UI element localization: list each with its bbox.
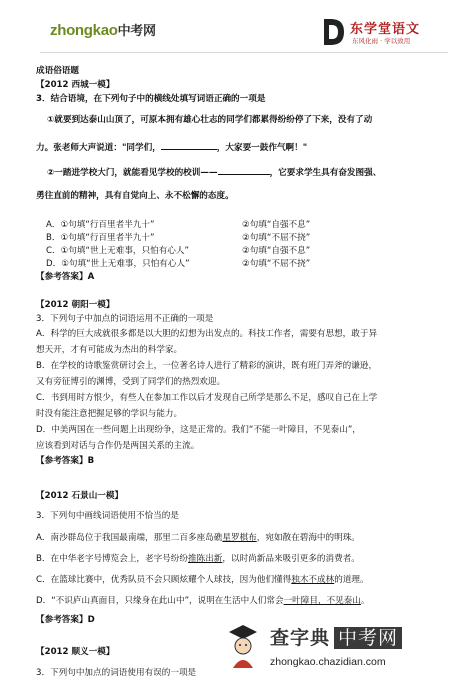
- page-header: [0, 0, 458, 58]
- q1-option-d-left: D．①句填“世上无难事，只怕有心人”: [46, 259, 190, 269]
- footer-title-b: 中考网: [334, 627, 402, 649]
- footer-url: zhongkao.chazidian.com: [270, 656, 386, 668]
- q1-s1-text-after: ，大家要一鼓作气啊！": [216, 143, 308, 153]
- q2-option-a-line1: A．科学的巨大成就很多都是以大胆的幻想为出发点的。科技工作者，需要有思想，敢于异: [36, 329, 378, 339]
- q4-tag: 【2012 顺义一模】: [36, 647, 115, 657]
- q3-a-underlined: 星罗棋布: [222, 533, 257, 543]
- q1-sentence2-line2: 勇往直前的精神，具有自觉向上、永不松懈的态度。: [36, 191, 234, 201]
- q3-a-after: ，宛如散在碧海中的明珠。: [256, 533, 360, 543]
- footer-title-a: 查字典: [270, 627, 331, 649]
- q3-a-before: A．南沙群岛位于我国最南端，那里二百多座岛礁: [36, 533, 223, 543]
- q4-stem: 3．下列句中加点的词语使用有误的一项是: [36, 668, 197, 678]
- q3-d-before: D．“不识庐山真面目，只缘身在此山中”，说明在生活中人们常会: [36, 596, 284, 606]
- q1-option-a-left: A．①句填“行百里者半九十”: [46, 220, 155, 230]
- q2-option-b-line1: B．在学校的诗歌鉴赏研讨会上，一位著名诗人进行了精彩的演讲，既有班门弄斧的谦逊，: [36, 361, 378, 371]
- q1-s2-text-before: ②一踏进学校大门，就能看见学校的校训——: [47, 168, 218, 178]
- logo-title: 东学堂语文: [350, 22, 421, 37]
- q2-option-c-line2: 时没有能注意把握足够的学识与能力。: [36, 409, 183, 419]
- q3-b-after: ，以时尚新品来吸引更多的消费者。: [222, 554, 360, 564]
- q3-option-a: [36, 532, 360, 544]
- scholar-mascot-icon: [226, 622, 260, 670]
- q1-blank-2: [218, 165, 270, 175]
- q1-sentence2-line1: [47, 165, 381, 179]
- q2-option-a-line2: 想天开，才有可能成为杰出的科学家。: [36, 345, 183, 355]
- q3-tag: 【2012 石景山一模】: [36, 491, 124, 501]
- q3-c-underlined: 独木不成林: [291, 575, 335, 585]
- q3-option-b: [36, 553, 360, 565]
- q1-stem: 3．结合语境，在下列句子中的横线处填写词语正确的一项是: [36, 94, 266, 104]
- q1-option-b-right: ②句填“不屈不挠”: [242, 233, 311, 243]
- footer-title: [270, 623, 402, 650]
- q3-option-d: [36, 595, 370, 607]
- q1-tag: 【2012 西城一模】: [36, 80, 115, 90]
- q1-s1-text-before: 力。张老师大声说道："同学们，: [36, 143, 161, 153]
- d-mark-icon: [322, 17, 346, 47]
- q3-option-c: [36, 574, 369, 586]
- q2-answer: 【参考答案】B: [36, 456, 95, 466]
- q1-option-b-left: B．①句填“行百里者半九十”: [46, 233, 155, 243]
- q1-option-c-left: C．①句填“世上无难事，只怕有心人”: [46, 246, 189, 256]
- q3-c-before: C．在篮球比赛中，优秀队员不会只顾炫耀个人球技，因为他们懂得: [36, 575, 292, 585]
- q1-sentence1-line2: [36, 140, 307, 154]
- q3-b-underlined: 推陈出新: [188, 554, 223, 564]
- zhongkao-logo: [50, 20, 156, 39]
- q2-tag: 【2012 朝阳一模】: [36, 300, 115, 310]
- q2-option-c-line1: C．书到用时方恨少，有些人在参加工作以后才发现自己所学是那么不足，感叹自己在上学: [36, 393, 378, 403]
- q1-sentence1-line1: ①就要到达泰山山顶了，可原本拥有雄心壮志的同学们都累得纷纷停了下来，没有了动: [47, 115, 373, 125]
- q3-stem: 3．下列句中画线词语使用不恰当的是: [36, 511, 179, 521]
- logo-subtitle: 东风化雨 · 学以致用: [352, 37, 411, 45]
- q3-d-after: 。: [360, 596, 370, 606]
- q3-b-before: B．在中华老字号博览会上，老字号纷纷: [36, 554, 188, 564]
- q3-answer: 【参考答案】D: [36, 615, 95, 625]
- q2-option-d-line2: 应该看到对话与合作仍是两国关系的主流。: [36, 441, 200, 451]
- q2-stem: 3．下列句子中加点的词语运用不正确的一项是: [36, 314, 214, 324]
- header-divider: [40, 52, 448, 53]
- q1-option-a-right: ②句填“自强不息”: [242, 220, 311, 230]
- logo-text-zhongkao: zhongkao: [50, 22, 118, 39]
- q3-d-underlined: 一叶障目，不见泰山: [283, 596, 361, 606]
- dongxuetang-logo: [322, 17, 448, 47]
- q1-s2-text-after: ，它要求学生具有奋发图强、: [269, 168, 382, 178]
- logo-text-zkw: 中考网: [117, 23, 156, 38]
- q1-answer: 【参考答案】A: [36, 272, 95, 282]
- q1-option-c-right: ②句填“自强不息”: [242, 246, 311, 256]
- q1-blank-1: [161, 140, 217, 150]
- q2-option-b-line2: 又有旁征博引的渊博，受到了同学们的热烈欢迎。: [36, 377, 226, 387]
- chazidian-watermark: [218, 618, 458, 686]
- section-title: 成语俗语题: [36, 66, 79, 76]
- q2-option-d-line1: D．中美两国在一些问题上出现纷争，这是正常的。我们“不能一叶障目，不见泰山”，: [36, 425, 361, 435]
- q3-c-after: 的道理。: [334, 575, 369, 585]
- q1-option-d-right: ②句填“不屈不挠”: [242, 259, 311, 269]
